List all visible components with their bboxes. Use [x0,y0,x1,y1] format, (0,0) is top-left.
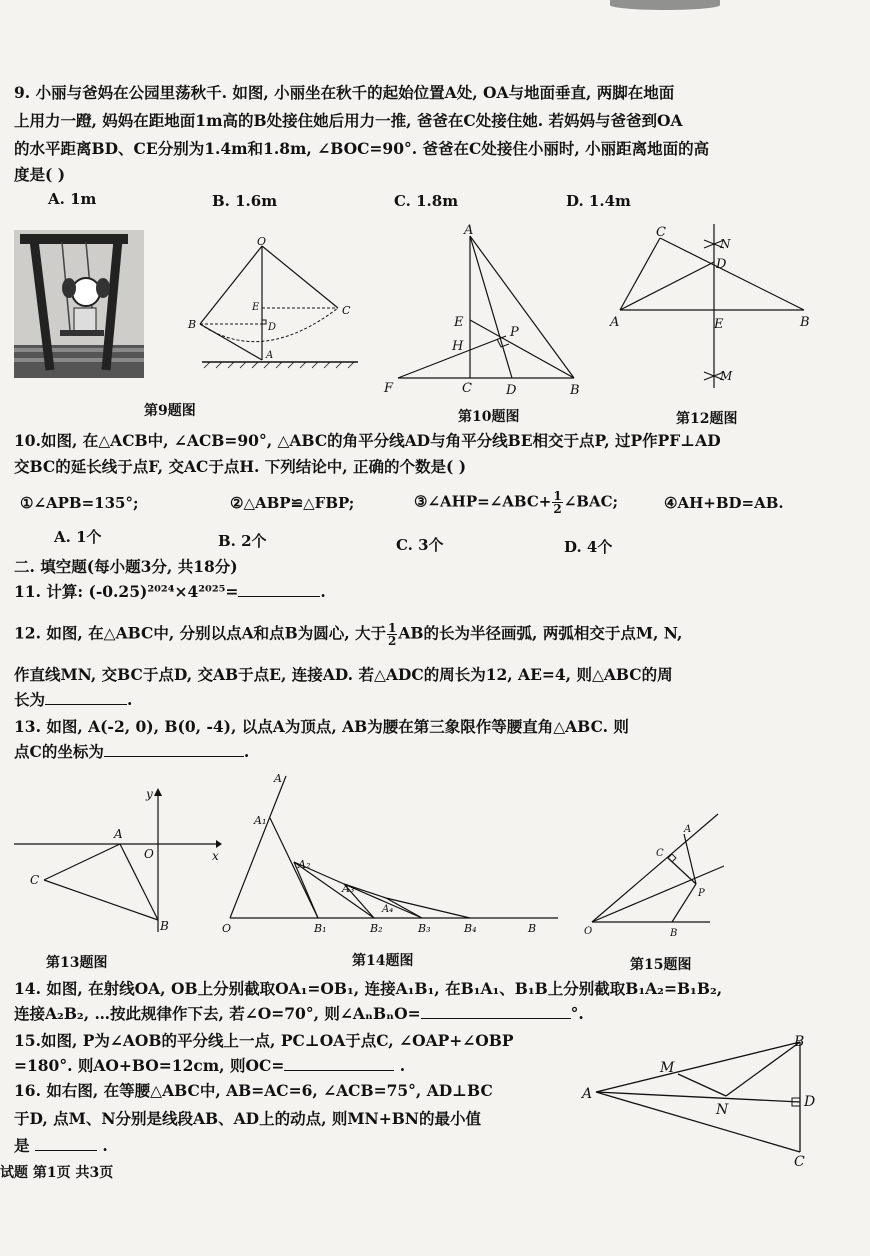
q13-line1: 13. 如图, A(-2, 0), B(0, -4), 以点A为顶点, AB为腰在第三象限作等腰直角△ABC. 则 [14,717,629,736]
fig13-label-b: B [160,919,169,933]
figure-13-diagram [14,786,234,936]
q10-statement-3-part-b: ∠BAC; [563,492,619,511]
fig14-label-a4: A₄ [382,904,394,915]
q14-line1: 14. 如图, 在射线OA, OB上分别截取OA₁=OB₁, 连接A₁B₁, 在B₁A₁、B₁B上分别截取B₁A₂=B₁B₂, [14,979,723,998]
figure-12-diagram [604,222,824,392]
fig14-label-a: A [274,772,282,785]
fig13-label-x: x [212,849,219,863]
scan-smear [610,0,720,10]
q10-fraction-denominator: 2 [553,502,562,516]
q15-line2: =180°. 则AO+BO=12cm, 则OC= . [14,1056,406,1075]
fig14-label-o: O [222,922,232,935]
fig14-label-b2: B₂ [370,922,383,935]
q12-line3-text: 长为 [14,690,46,709]
q9-line2: 上用力一蹬, 妈妈在距地面1m高的B处接住她后用力一推, 爸爸在C处接住她. 若妈妈与爸爸到OA [14,111,683,130]
caption-fig14: 第14题图 [352,953,414,969]
figure-14-diagram [218,770,568,940]
fig15-label-c: C [656,848,664,859]
q13-answer-blank[interactable] [104,740,244,757]
q14-answer-blank[interactable] [421,1002,571,1019]
q16-line1: 16. 如右图, 在等腰△ABC中, AB=AC=6, ∠ACB=75°, AD⊥BC [14,1081,493,1100]
fig14-label-b3: B₃ [418,922,431,935]
fig16-label-d: D [804,1094,816,1110]
fig16-label-n: N [716,1102,729,1118]
fig16-label-c: C [794,1154,805,1170]
q10-line1: 10.如图, 在△ACB中, ∠ACB=90°, △ABC的角平分线AD与角平分线BE相交于点P, 过P作PF⊥AD [14,431,721,450]
fig12-label-a: A [610,315,620,330]
q10-option-d[interactable]: D. 4个 [564,538,613,556]
fig15-label-b: B [670,928,678,939]
q16-line2: 于D, 点M、N分别是线段AB、AD上的动点, 则MN+BN的最小值 [14,1109,481,1128]
fig12-label-b: B [800,315,810,330]
q11-prompt: 11. 计算: (-0.25)²⁰²⁴×4²⁰²⁵= [14,582,239,601]
q12-fraction-numerator: 1 [388,621,397,635]
fig14-label-a1: A₁ [254,814,267,827]
q10-statement-3 [414,490,618,515]
caption-fig13: 第13题图 [46,955,108,971]
q11-answer-blank[interactable] [238,580,320,597]
fig13-label-a: A [114,827,123,841]
fig15-label-p: P [698,888,705,899]
caption-fig10: 第10题图 [458,409,520,425]
q10-statement-4: ④AH+BD=AB. [664,494,784,512]
fig9-label-a: A [266,350,274,361]
fig13-label-c: C [30,873,40,887]
fig10-label-d: D [506,383,517,398]
swing-photo [14,230,144,378]
q12-line2: 作直线MN, 交BC于点D, 交AB于点E, 连接AD. 若△ADC的周长为12, AE=4, 则△ABC的周 [14,665,673,684]
swing-photo-drawing [14,230,144,378]
fig9-label-d: D [268,322,277,333]
fig13-label-y: y [146,787,153,801]
caption-fig9: 第9题图 [144,403,196,419]
fig14-label-a2: A₂ [298,858,311,871]
q9-line4: 度是( ) [14,165,66,184]
q9-option-d[interactable]: D. 1.4m [566,192,631,210]
fig14-label-b1: B₁ [314,922,327,935]
fig12-label-c: C [656,225,666,240]
q13-line2-text: 点C的坐标为 [14,742,104,761]
q9-option-c[interactable]: C. 1.8m [394,192,459,210]
q12-line1-part-b: AB的长为半径画弧, 两弧相交于点M, N, [398,623,683,643]
q9-line3: 的水平距离BD、CE分别为1.4m和1.8m, ∠BOC=90°. 爸爸在C处接住小丽时, 小丽距离地面的高 [14,139,710,158]
figure-15-diagram [584,810,734,940]
q10-option-c[interactable]: C. 3个 [396,536,444,554]
figure-10-diagram [380,222,590,402]
fig13-label-o: O [144,847,154,861]
q15-line1: 15.如图, P为∠AOB的平分线上一点, PC⊥OA于点C, ∠OAP+∠OBP [14,1031,514,1050]
q14-line2: 连接A₂B₂, …按此规律作下去, 若∠O=70°, 则∠AₙBₙO= °. [14,1004,584,1023]
fig16-label-b: B [794,1034,805,1050]
q10-fraction [552,490,562,515]
q9-option-a[interactable]: A. 1m [48,190,97,208]
q12-fraction-denominator: 2 [388,634,397,648]
caption-fig15: 第15题图 [630,957,692,973]
figure-16-diagram [576,1032,826,1172]
q15-line2-text: =180°. 则AO+BO=12cm, 则OC= [14,1056,285,1075]
fig14-label-b: B [528,922,537,935]
fig15-label-o: O [584,926,593,937]
q9-line1: 9. 小丽与爸妈在公园里荡秋千. 如图, 小丽坐在秋千的起始位置A处, OA与地面垂直, 两脚在地面 [14,83,675,102]
q12-line1-part-a: 12. 如图, 在△ABC中, 分别以点A和点B为圆心, 大于 [14,623,387,643]
q16-line3: 是 . [14,1136,108,1155]
q10-option-b[interactable]: B. 2个 [218,532,267,550]
fig12-label-e: E [714,317,724,332]
caption-fig12: 第12题图 [676,411,738,427]
q13-line2: 点C的坐标为 . [14,742,250,761]
fig16-label-m: M [660,1060,675,1076]
fig12-label-n: N [720,237,731,251]
fig15-label-a: A [684,824,692,835]
q10-statement-1: ①∠APB=135°; [20,494,139,512]
q10-line2: 交BC的延长线于点F, 交AC于点H. 下列结论中, 正确的个数是( ) [14,457,467,476]
fig10-label-c: C [462,381,472,396]
fig12-label-d: D [716,257,727,272]
fig9-label-o: O [257,235,267,248]
q10-option-a[interactable]: A. 1个 [54,528,102,546]
fig10-label-f: F [384,381,394,396]
q16-answer-blank[interactable] [35,1134,97,1151]
fig10-label-p: P [510,325,519,340]
q12-line3: 长为 . [14,690,133,709]
q10-fraction-numerator: 1 [553,489,562,503]
figure-9-diagram [180,236,370,371]
q10-statement-3-part-a: ③∠AHP=∠ABC+ [414,492,552,511]
q12-answer-blank[interactable] [45,688,127,705]
q11-text: 11. 计算: (-0.25)²⁰²⁴×4²⁰²⁵= . [14,582,326,601]
fig10-label-b: B [570,383,580,398]
section-2-heading: 二. 填空题(每小题3分, 共18分) [14,557,238,576]
fig14-label-a3: A₃ [342,882,355,895]
q10-statement-2: ②△ABP≌△FBP; [230,494,355,512]
fig9-label-c: C [342,304,351,317]
page-footer: 试题 第1页 共3页 [0,1165,114,1181]
q12-line1 [14,622,682,647]
fig9-label-b: B [188,318,197,331]
fig9-label-e: E [252,302,260,313]
q9-option-b[interactable]: B. 1.6m [212,192,278,210]
fig10-label-h: H [452,339,464,354]
fig14-label-b4: B₄ [464,922,477,935]
q12-fraction [387,622,397,647]
fig12-label-m: M [720,369,733,383]
fig10-label-e: E [454,315,464,330]
q16-line3-text: 是 [14,1136,30,1155]
q14-line2-text: 连接A₂B₂, …按此规律作下去, 若∠O=70°, 则∠AₙBₙO= [14,1004,421,1023]
fig10-label-a: A [464,223,474,238]
fig16-label-a: A [582,1086,593,1102]
q15-answer-blank[interactable] [284,1054,394,1071]
